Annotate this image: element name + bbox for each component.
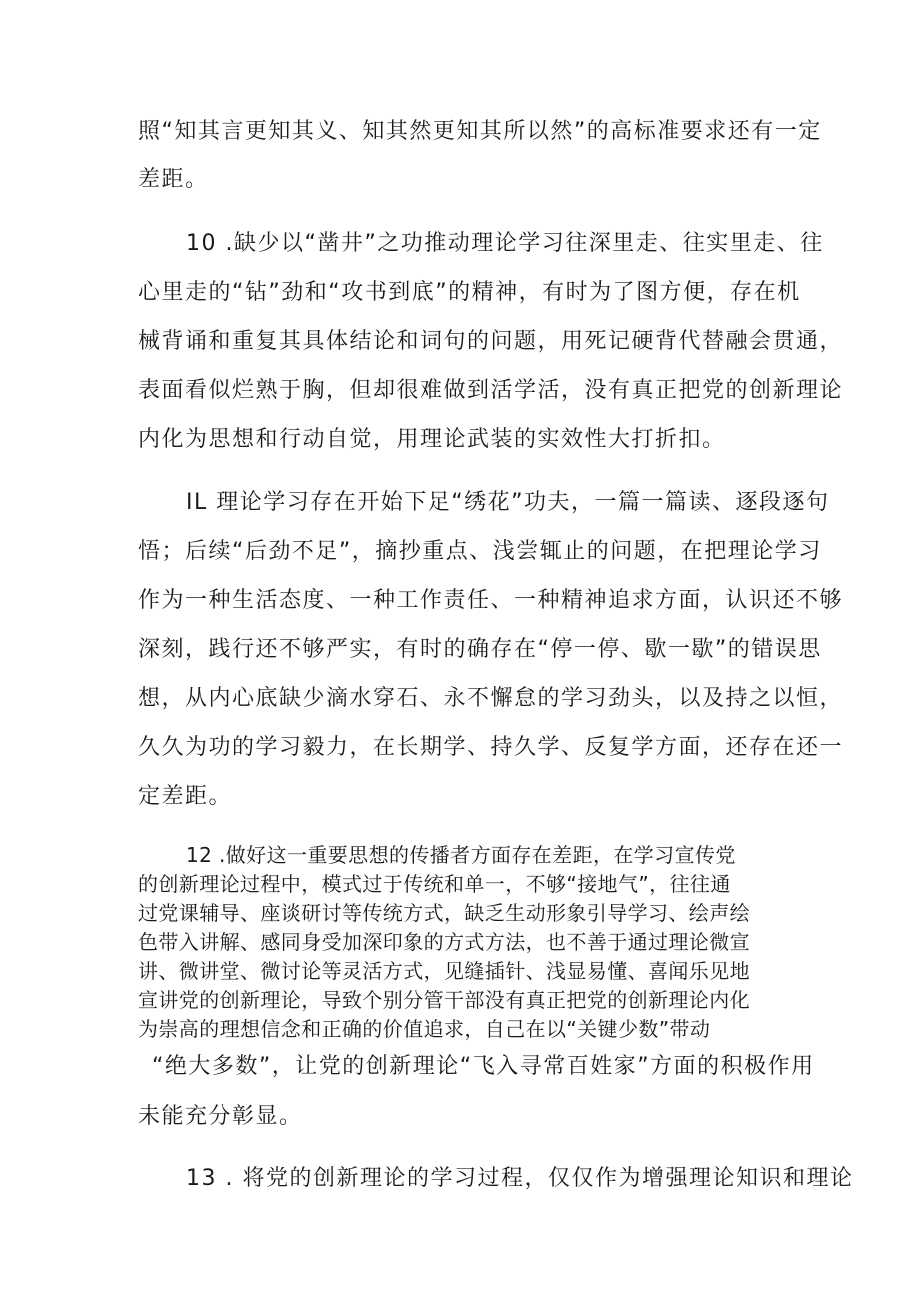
text-line: 想，从内心底缺少滴水穿石、永不懈怠的学习劲头，以及持之以恒， <box>138 686 844 711</box>
text-line: 心里走的“钻”劲和“攻书到底”的精神，有时为了图方便，存在机 <box>138 280 801 305</box>
text-line: 讲、微讲堂、微讨论等灵活方式，见缝插针、浅显易懂、喜闻乐见地 <box>138 959 750 983</box>
text-line: 深刻，践行还不够严实，有时的确存在“停一停、歇一歇”的错误思 <box>138 637 822 662</box>
text-line: 表面看似烂熟于胸，但却很难做到活学活，没有真正把党的创新理论 <box>138 378 844 403</box>
text-line: 定差距。 <box>138 784 233 809</box>
text-line: “绝大多数”，让党的创新理论“飞入寻常百姓家”方面的积极作用 <box>152 1054 815 1079</box>
text-line: 作为一种生活态度、一种工作责任、一种精神追求方面，认识还不够 <box>138 588 844 613</box>
text-line: 内化为思想和行动自觉，用理论武装的实效性大打折扣。 <box>138 427 726 452</box>
text-line: 13 . 将党的创新理论的学习过程，仅仅作为增强理论知识和理论 <box>186 1166 854 1191</box>
text-line: 12 .做好这一重要思想的传播者方面存在差距，在学习宣传党 <box>186 843 736 867</box>
text-line: 悟；后续“后劲不足”，摘抄重点、浅尝辄止的问题，在把理论学习 <box>138 539 822 564</box>
text-line: IL 理论学习存在开始下足“绣花”功夫，一篇一篇读、逐段逐句 <box>186 490 830 515</box>
text-line: 过党课辅导、座谈研讨等传统方式，缺乏生动形象引导学习、绘声绘 <box>138 901 750 925</box>
text-line: 未能充分彰显。 <box>138 1104 303 1129</box>
text-line: 差距。 <box>138 167 209 192</box>
text-line: 色带入讲解、感同身受加深印象的方式方法，也不善于通过理论微宣 <box>138 930 750 954</box>
text-line: 宣讲党的创新理论，导致个别分管干部没有真正把党的创新理论内化 <box>138 988 750 1012</box>
text-line: 械背诵和重复其具体结论和词句的问题，用死记硬背代替融会贯通， <box>138 329 844 354</box>
text-line: 为崇高的理想信念和正确的价值追求，自己在以“关键少数”带动 <box>138 1017 711 1041</box>
text-line: 的创新理论过程中，模式过于传统和单一，不够“接地气”，往往通 <box>138 872 731 896</box>
text-line: 10 .缺少以“凿井”之功推动理论学习往深里走、往实里走、往 <box>186 231 824 256</box>
text-line: 久久为功的学习毅力，在长期学、持久学、反复学方面，还存在还一 <box>138 735 844 760</box>
text-line: 照“知其言更知其义、知其然更知其所以然”的高标准要求还有一定 <box>138 119 822 144</box>
